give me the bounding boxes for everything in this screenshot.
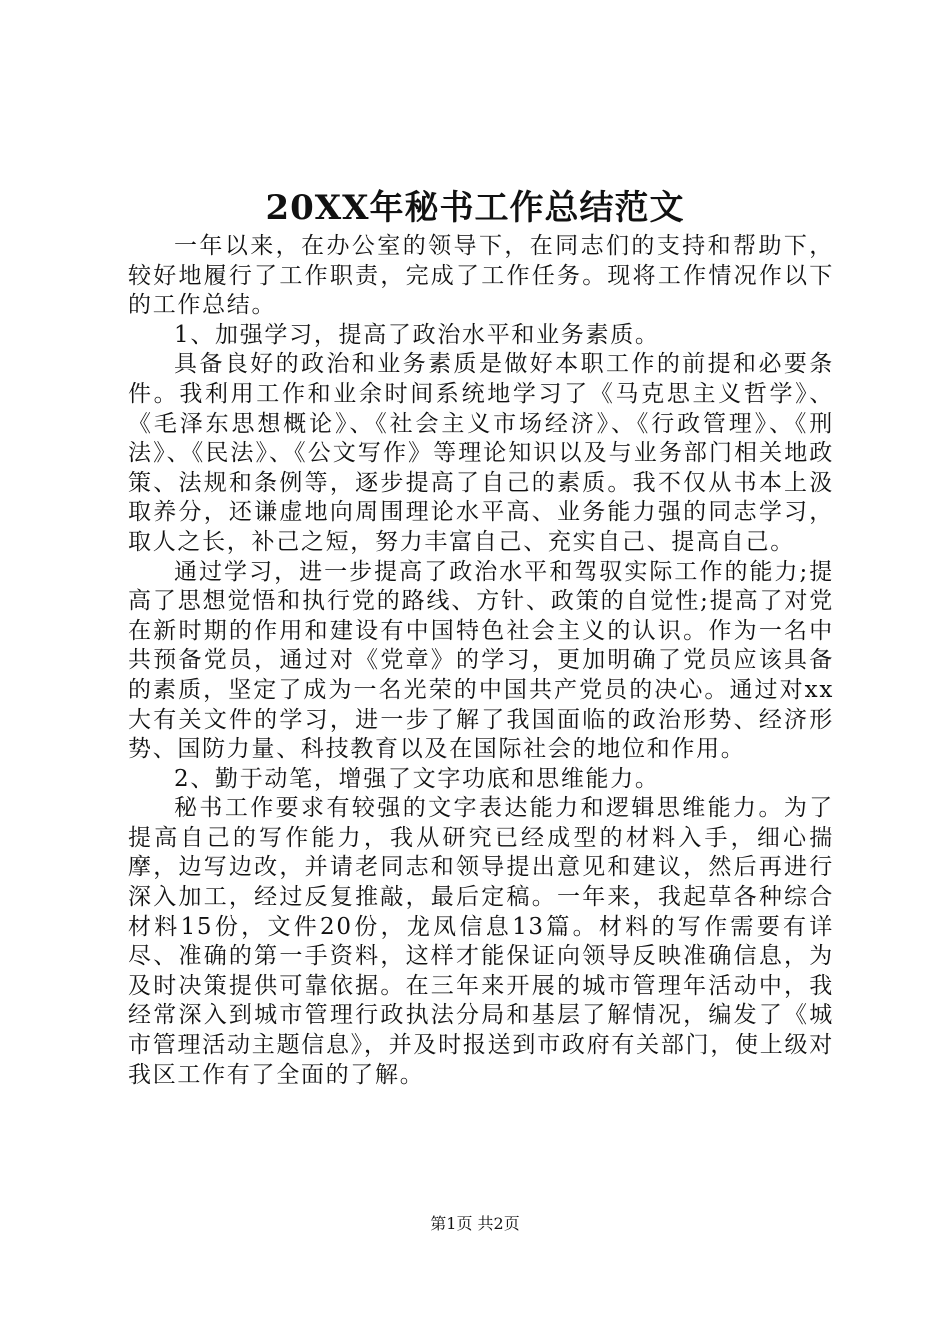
- body-paragraph: 秘书工作要求有较强的文字表达能力和逻辑思维能力。为了提高自己的写作能力，我从研究已经成型的材料入手，细心揣摩，边写边改，并请老同志和领导提出意见和建议，然后再进行深入加工，经过反复推敲，最后定稿。一年来，我起草各种综合材料15份，文件20份，龙凤信息13篇。材料的写作需要有详尽、准确的第一手资料，这样才能保证向领导反映准确信息，为及时决策提供可靠依据。在三年来开展的城市管理年活动中，我经常深入到城市管理行政执法分局和基层了解情况，编发了《城市管理活动主题信息》，并及时报送到市政府有关部门，使上级对我区工作有了全面的了解。: [128, 795, 834, 1088]
- section-heading-2: 2、勤于动笔，增强了文字功底和思维能力。: [174, 765, 660, 792]
- document-title: 20XX年秘书工作总结范文: [265, 188, 685, 228]
- intro-paragraph: 一年以来，在办公室的领导下，在同志们的支持和帮助下，较好地履行了工作职责，完成了工作任务。现将工作情况作以下的工作总结。: [128, 233, 834, 319]
- body-paragraph: 具备良好的政治和业务素质是做好本职工作的前提和必要条件。我利用工作和业余时间系统地学习了《马克思主义哲学》、《毛泽东思想概论》、《社会主义市场经济》、《行政管理》、《刑法》、《民法》、《公文写作》等理论知识以及与业务部门相关地政策、法规和条例等，逐步提高了自己的素质。我不仅从书本上汲取养分，还谦虚地向周围理论水平高、业务能力强的同志学习，取人之长，补己之短，努力丰富自己、充实自己、提高自己。: [128, 351, 834, 555]
- page-number-footer: 第1页 共2页: [430, 1214, 520, 1233]
- section-heading-1: 1、加强学习，提高了政治水平和业务素质。: [174, 321, 660, 348]
- document-body: [128, 232, 834, 1090]
- body-paragraph: 通过学习，进一步提高了政治水平和驾驭实际工作的能力;提高了思想觉悟和执行党的路线、方针、政策的自觉性;提高了对党在新时期的作用和建设有中国特色社会主义的认识。作为一名中共预备党员，通过对《党章》的学习，更加明确了党员应该具备的素质，坚定了成为一名光荣的中国共产党员的决心。通过对xx大有关文件的学习，进一步了解了我国面临的政治形势、经济形势、国防力量、科技教育以及在国际社会的地位和作用。: [128, 558, 834, 763]
